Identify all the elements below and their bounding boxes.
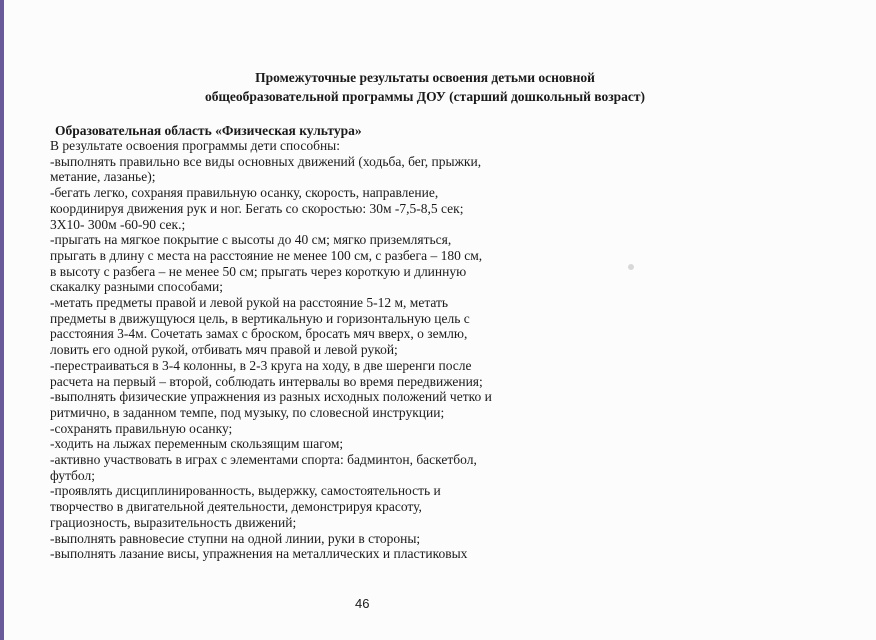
body-line: творчество в двигательной деятельности, демонстрируя красоту,	[50, 499, 422, 515]
title-line-2: общеобразовательной программы ДОУ (старший дошкольный возраст)	[204, 89, 646, 104]
body-line: ловить его одной рукой, отбивать мяч правой и левой рукой;	[50, 342, 398, 358]
page-number: 46	[355, 596, 370, 611]
body-line: 3Х10- 300м -60-90 сек.;	[50, 216, 186, 232]
body-line: -метать предметы правой и левой рукой на расстояние 5-12 м, метать	[50, 295, 449, 311]
body-line: прыгать в длину с места на расстояние не менее 100 см, с разбега – 180 см,	[50, 247, 483, 263]
title-line-1: Промежуточные результаты освоения детьми основной	[255, 70, 595, 85]
body-line: -выполнять лазание висы, упражнения на металлических и пластиковых	[50, 546, 468, 562]
section-heading: Образовательная область «Физическая культура»	[55, 123, 362, 138]
body-line: футбол;	[50, 467, 95, 483]
body-line: -прыгать на мягкое покрытие с высоты до 40 см; мягко приземляться,	[50, 232, 452, 248]
body-line: предметы в движущуюся цель, в вертикальную и горизонтальную цель с	[50, 310, 470, 326]
body-line: грациозность, выразительность движений;	[50, 514, 297, 530]
body-line: скакалку разными способами;	[50, 279, 223, 295]
page-edge	[0, 0, 4, 640]
body-line: -перестраиваться в 3-4 колонны, в 2-3 круга на ходу, в две шеренги после	[50, 357, 472, 373]
body-line: -активно участвовать в играх с элементами спорта: бадминтон, баскетбол,	[50, 452, 477, 468]
body-line: в высоту с разбега – не менее 50 см; прыгать через короткую и длинную	[50, 263, 467, 279]
body-line: -выполнять равновесие ступни на одной линии, руки в стороны;	[50, 530, 421, 546]
body-line: координируя движения рук и ног. Бегать со скоростью: 30м -7,5-8,5 сек;	[50, 200, 464, 216]
body-line: метание, лазанье);	[50, 169, 156, 185]
scan-speck	[628, 264, 634, 270]
body-line: расчета на первый – второй, соблюдать интервалы во время передвижения;	[50, 373, 483, 389]
body-line: В результате освоения программы дети способны:	[50, 138, 340, 153]
body-line: -выполнять правильно все виды основных движений (ходьба, бег, прыжки,	[50, 153, 482, 169]
body-line: -сохранять правильную осанку;	[50, 420, 233, 436]
body-line: ритмично, в заданном темпе, под музыку, по словесной инструкции;	[50, 404, 445, 420]
body-line: расстояния 3-4м. Сочетать замах с броском, бросать мяч вверх, о землю,	[50, 326, 468, 342]
body-line: -выполнять физические упражнения из разных исходных положений четко и	[50, 389, 492, 405]
body-line: -проявлять дисциплинированность, выдержку, самостоятельность и	[50, 483, 441, 499]
body-line: -ходить на лыжах переменным скользящим шагом;	[50, 436, 344, 452]
body-line: -бегать легко, сохраняя правильную осанку, скорость, направление,	[50, 185, 439, 201]
body-text	[50, 138, 550, 562]
page-title	[120, 68, 730, 106]
